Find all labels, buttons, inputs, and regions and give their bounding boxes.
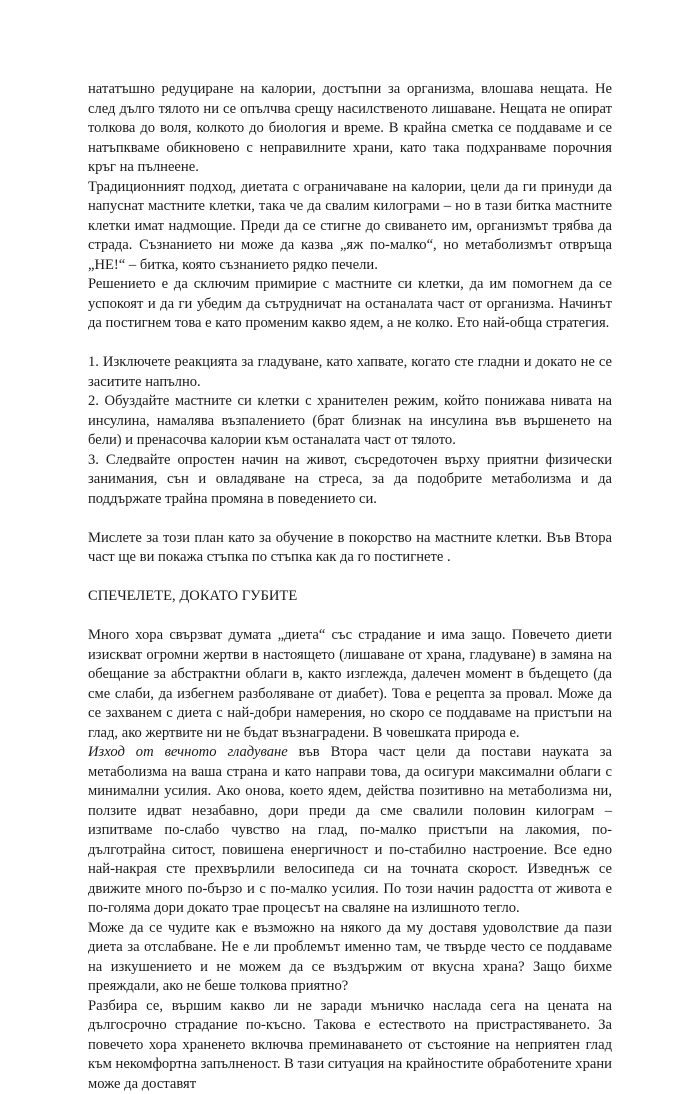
list-item: 1. Изключете реакцията за гладуване, като хапвате, когато сте гладни и докато не се заситите напълно. [88,353,612,392]
list-item: 3. Следвайте опростен начин на живот, съсредоточен върху приятни физически занимания, сън и овладяване на стреса, за да подобрите метаболизма и да поддържате трайна промяна в поведението си. [88,451,612,510]
paragraph: Традиционният подход, диетата с ограничаване на калории, цели да ги принуди да напуснат мастните клетки, така че да свалим килограми – но в тази битка мастните клетки имат надмощие. Преди да се стигне до свиването им, организмът трябва да страда. Съзнанието ни може да казва „яж по-малко“, но метаболизмът отвръща „НЕ!“ – битка, която съзнанието рядко печели. [88,178,612,276]
paragraph: Може да се чудите как е възможно на някого да му доставя удоволствие да пази диета за отслабване. Не е ли проблемът именно там, че твърде често се поддаваме на изкушението и не можем да се въздържим от вкусна храна? Защо бихме преяждали, ако не беше толкова приятно? [88,919,612,997]
paragraph: Мислете за този план като за обучение в покорство на мастните клетки. Във Втора част ще ви покажа стъпка по стъпка как да го постигнете . [88,529,612,568]
spacer [88,607,612,627]
spacer [88,568,612,588]
paragraph-text: във Втора част цели да постави науката за метаболизма на ваша страна и като направи това, да осигури максимални облаги с минимални усилия. Ако онова, което ядем, действа позитивно на метаболизма ни, ползите идват незабавно, дори преди да сме свалили половин килограм – изпитваме по-слабо чувство на глад, по-малко пристъпи на лакомия, по-дълготрайна ситост, повишена енергичност и по-стабилно настроение. Все едно най-накрая сте прехвърлили велосипеда си на точната скорост. Изведнъж се движите много по-бързо и с по-малко усилия. По този начин радостта от живота е по-голяма дори докато трае процесът на сваляне на излишното тегло. [88,744,612,916]
paragraph: Много хора свързват думата „диета“ със страдание и има защо. Повечето диети изискват огромни жертви в настоящето (лишаване от храна, гладуване) в замяна на обещание за абстрактни облаги в, както изглежда, далечен момент в бъдещето (да сме слаби, да избегнем разболяване от диабет). Това е рецепта за провал. Може да се захванем с диета с най-добри намерения, но скоро се поддаваме на пристъпи на глад, ако жертвите ни не бъдат възнаградени. В човешката природа е. [88,626,612,743]
spacer [88,509,612,529]
paragraph [88,743,612,919]
document-page [88,80,612,1094]
paragraph: Разбира се, вършим какво ли не заради мъничко наслада сега на цената на дългосрочно страдание по-късно. Такова е естеството на пристрастяването. За повечето хора храненето включва преминаването от състояние на неприятен глад към некомфортна запълненост. В тази ситуация на крайностите обработените храни може да доставят [88,997,612,1094]
paragraph: нататъшно редуциране на калории, достъпни за организма, влошава нещата. Не след дълго тялото ни се опълчва срещу насилственото лишаване. Нещата не опират толкова до воля, колкото до биология и време. В крайна сметка се поддаваме и се натъпкваме обикновено с неправилните храни, като така подхранваме порочния кръг на пълнеене. [88,80,612,178]
italic-book-title: Изход от вечното гладуване [88,744,288,760]
spacer [88,334,612,354]
section-heading: СПЕЧЕЛЕТЕ, ДОКАТО ГУБИТЕ [88,587,612,607]
paragraph: Решението е да сключим примирие с мастните си клетки, да им помогнем да се успокоят и да ги убедим да сътрудничат на останалата част от организма. Начинът да постигнем това е като променим какво ядем, а не колко. Ето най-обща стратегия. [88,275,612,334]
list-item: 2. Обуздайте мастните си клетки с хранителен режим, който понижава нивата на инсулина, намалява възпалението (брат близнак на инсулина във вършенето на бели) и пренасочва калории към останалата част от тялото. [88,392,612,451]
